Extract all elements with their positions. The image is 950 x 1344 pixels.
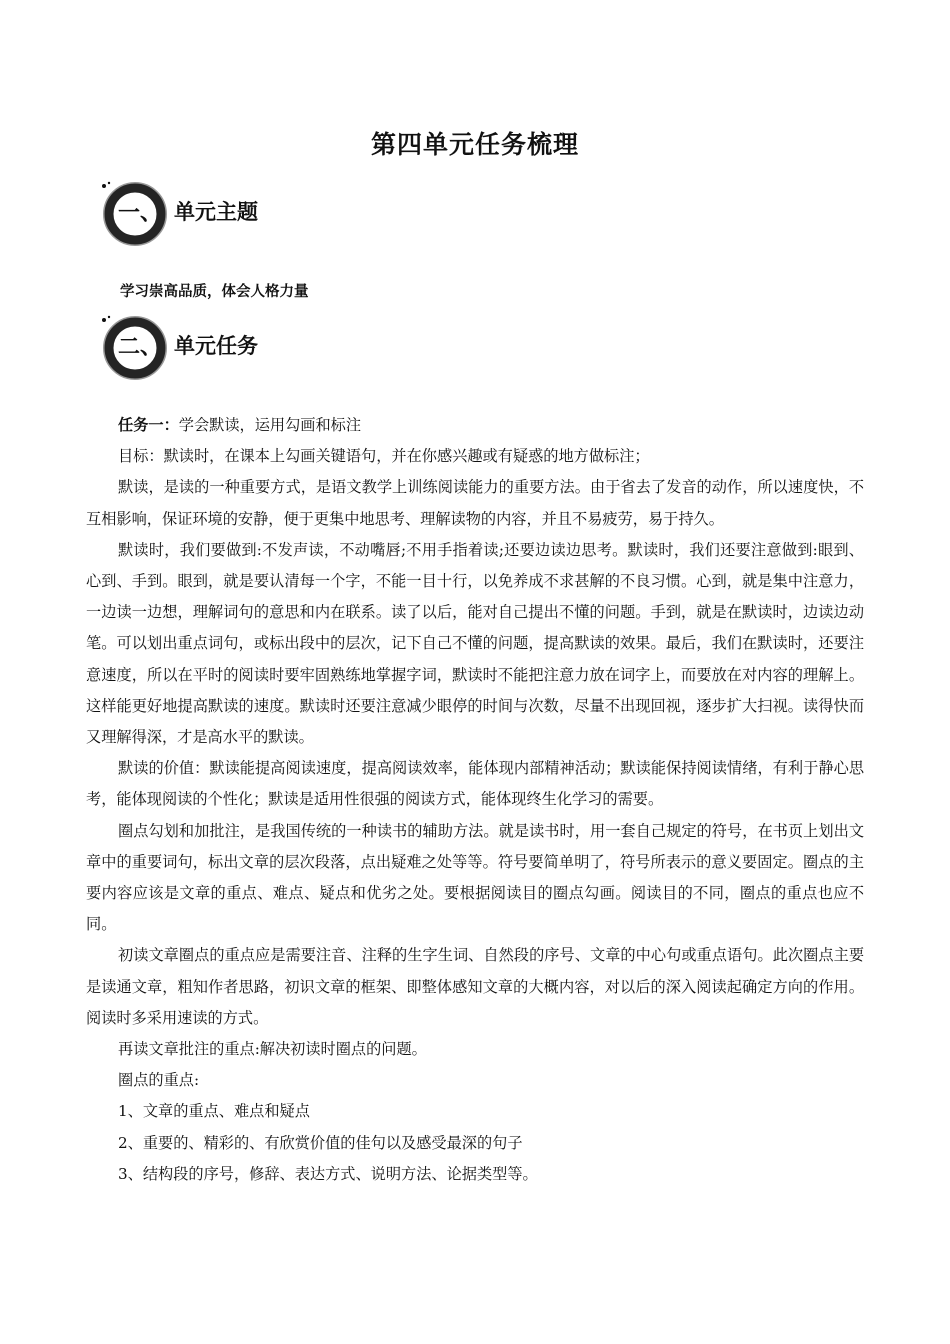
section-number: 二、 bbox=[118, 335, 163, 360]
section-title: 单元任务 bbox=[174, 334, 258, 358]
paragraph: 初读文章圈点的重点应是需要注音、注释的生字生词、自然段的序号、文章的中心句或重点语句。此次圈点主要是读通文章，粗知作者思路，初识文章的框架、即整体感知文章的大概内容，对以后的深入阅读起确定方向的作用。阅读时多采用速读的方式。 bbox=[86, 946, 864, 1027]
section-title: 单元主题 bbox=[174, 200, 258, 224]
list-item: 2、重要的、精彩的、有欣赏价值的佳句以及感受最深的句子 bbox=[118, 1133, 523, 1152]
task-text: 学会默读，运用勾画和标注 bbox=[178, 416, 361, 434]
goal-line: 目标：默读时，在课本上勾画关键语句，并在你感兴趣或有疑惑的地方做标注； bbox=[118, 447, 650, 466]
body-text bbox=[86, 410, 864, 1190]
section-heading-tasks bbox=[98, 312, 498, 382]
paragraph: 默读的价值：默读能提高阅读速度，提高阅读效率，能体现内部精神活动；默读能保持阅读情绪，有利于静心思考，能体现阅读的个性化；默读是适用性很强的阅读方式，能体现终生化学习的需要。 bbox=[86, 759, 864, 809]
section-heading-theme bbox=[98, 178, 498, 248]
page-title: 第四单元任务梳理 bbox=[370, 130, 579, 159]
task-label: 任务一： bbox=[118, 416, 179, 434]
paragraph: 默读，是读的一种重要方式，是语文教学上训练阅读能力的重要方法。由于省去了发音的动作，所以速度快，不互相影响，保证环境的安静，便于更集中地思考、理解读物的内容，并且不易疲劳，易于持久。 bbox=[86, 478, 864, 528]
paragraph: 默读时，我们要做到:不发声读，不动嘴唇;不用手指着读;还要边读边思考。默读时，我们还要注意做到:眼到、心到、手到。眼到，就是要认清每一个字，不能一目十行，以免养成不求甚解的不良习惯。心到，就是集中注意力，一边读一边想，理解词句的意思和内在联系。读了以后，能对自己提出不懂的问题。手到，就是在默读时，边读边动笔。可以划出重点词句，或标出段中的层次，记下自己不懂的问题，提高默读的效果。最后，我们在默读时，还要注意速度，所以在平时的阅读时要牢固熟练地掌握字词，默读时不能把注意力放在词字上，而要放在对内容的理解上。这样能更好地提高默读的速度。默读时还要注意减少眼停的时间与次数，尽量不出现回视，逐步扩大扫视。读得快而又理解得深，才是高水平的默读。 bbox=[86, 540, 864, 747]
reread-line: 再读文章批注的重点:解决初读时圈点的问题。 bbox=[118, 1040, 427, 1059]
paragraph: 圈点勾划和加批注，是我国传统的一种读书的辅助方法。就是读书时，用一套自己规定的符号，在书页上划出文章中的重要词句，标出文章的层次段落，点出疑难之处等等。符号要简单明了，符号所表示的意义要固定。圈点的主要内容应该是文章的重点、难点、疑点和优劣之处。要根据阅读目的圈点勾画。阅读目的不同，圈点的重点也应不同。 bbox=[86, 821, 864, 934]
unit-theme: 学习崇高品质，体会人格力量 bbox=[120, 284, 309, 300]
list-item: 1、文章的重点、难点和疑点 bbox=[118, 1102, 310, 1121]
list-item: 3、结构段的序号，修辞、表达方式、说明方法、论据类型等。 bbox=[118, 1164, 538, 1183]
task-line bbox=[86, 410, 864, 441]
section-number: 一、 bbox=[118, 201, 163, 226]
circle-heading: 圈点的重点: bbox=[118, 1071, 200, 1090]
